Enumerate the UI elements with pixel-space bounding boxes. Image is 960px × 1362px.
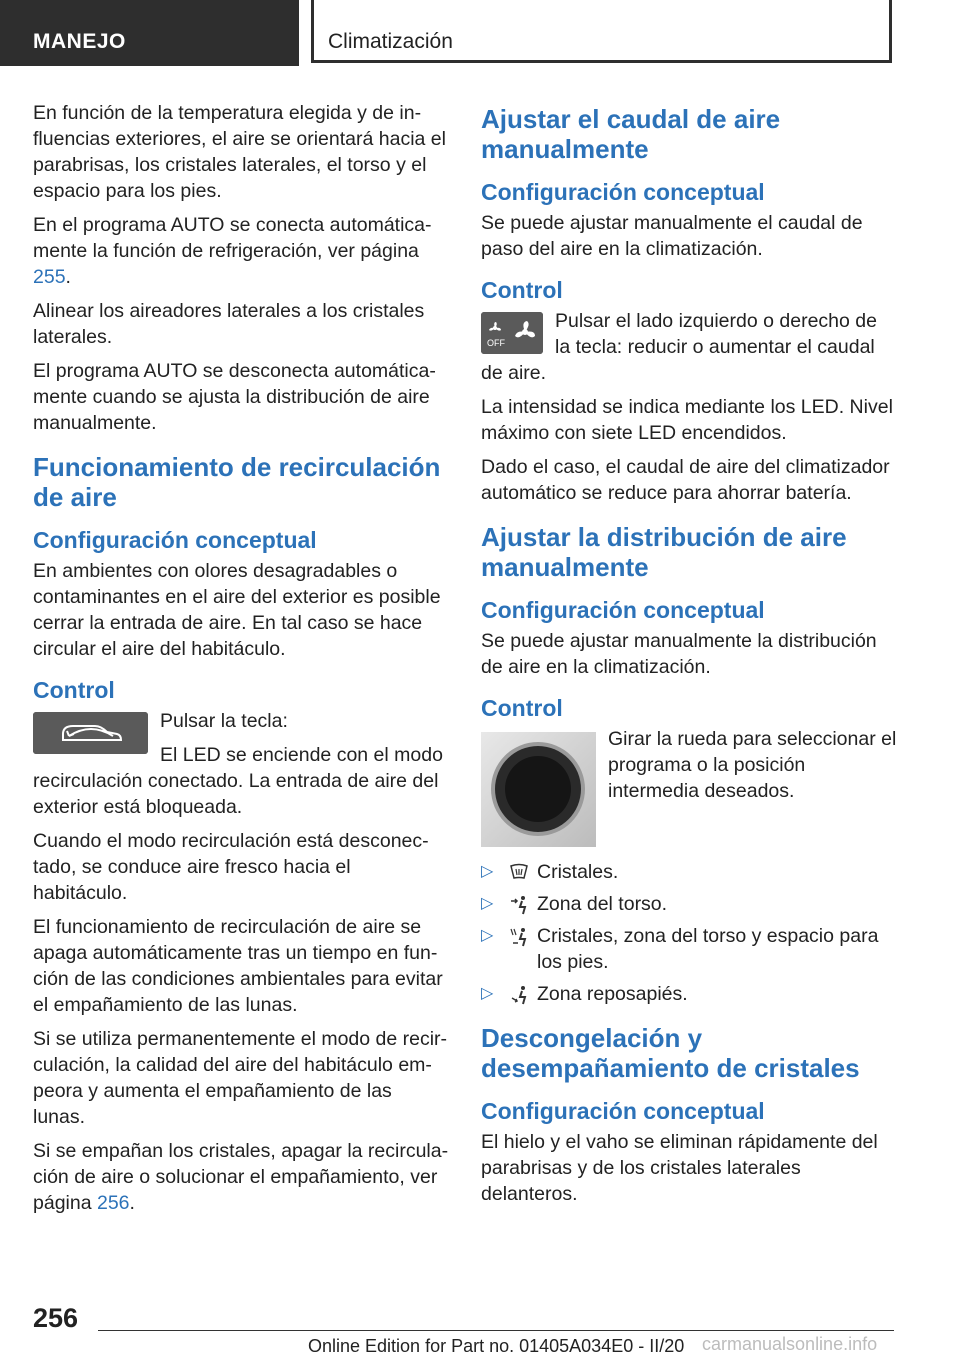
paragraph bbox=[33, 212, 449, 290]
paragraph: El hielo y el vaho se eliminan rápidamente del parabrisas y de los cristales laterales delanteros. bbox=[481, 1131, 878, 1205]
triangle-bullet-icon: ▷ bbox=[481, 863, 494, 880]
torso-airflow-icon bbox=[509, 895, 529, 915]
section-title: MANEJO bbox=[33, 30, 126, 53]
list-item-text: Zona reposapiés. bbox=[537, 983, 688, 1005]
heading-air-flow: Ajustar el caudal de aire manualmente bbox=[481, 104, 781, 164]
paragraph: Pulsar la tecla: bbox=[160, 710, 288, 732]
paragraph: En ambientes con olores desagradables o contaminantes en el aire del exterior es posible cerrar la entrada de aire. En tal caso se hace circular el aire del habitáculo. bbox=[33, 560, 441, 660]
paragraph: La intensidad se indica mediante los LED. Nivel máximo con siete LED encendidos. bbox=[481, 396, 893, 444]
heading-control: Control bbox=[33, 677, 115, 703]
heading-concept: Configuración conceptual bbox=[481, 179, 765, 205]
heading-concept: Configuración conceptual bbox=[481, 1098, 765, 1124]
heading-control: Control bbox=[481, 695, 563, 721]
fan-off-label: OFF bbox=[487, 338, 505, 348]
paragraph: Dado el caso, el caudal de aire del climatizador automático se reduce para ahorrar batería. bbox=[481, 456, 890, 504]
page-link-256[interactable]: 256 bbox=[96, 1192, 130, 1214]
heading-defrost: Descongelación y desempañamiento de cristales bbox=[481, 1023, 860, 1083]
paragraph: En función de la temperatura elegida y de influencias exteriores, el aire se orientará hacia el parabrisas, los cristales laterales, el torso y el espacio para los pies. bbox=[33, 102, 446, 202]
page-number: 256 bbox=[33, 1303, 79, 1333]
paragraph: El programa AUTO se desconecta automáticamente cuando se ajusta la distribución de aire manualmente. bbox=[33, 360, 436, 434]
windshield-torso-feet-icon bbox=[509, 927, 529, 947]
distribution-knob-image bbox=[481, 732, 596, 847]
paragraph-text: . bbox=[65, 266, 71, 288]
triangle-bullet-icon: ▷ bbox=[481, 985, 494, 1002]
paragraph: El LED se enciende con el modo recirculación conectado. La entrada de aire del exterior está bloqueada. bbox=[33, 744, 443, 818]
paragraph: Pulsar el lado izquierdo o derecho de la tecla: reducir o aumentar el caudal de aire. bbox=[481, 310, 877, 384]
windshield-icon bbox=[509, 863, 529, 881]
list-item bbox=[481, 923, 897, 975]
control-block bbox=[33, 708, 449, 828]
chapter-title: Climatización bbox=[328, 30, 453, 53]
heading-recirculation: Funcionamiento de recirculación de aire bbox=[33, 452, 441, 512]
knob-ring bbox=[495, 746, 581, 832]
paragraph bbox=[33, 1138, 449, 1216]
paragraph-text: . bbox=[129, 1192, 135, 1214]
paragraph-text: En el programa AUTO se conecta automáticamente la función de refrigeración, ver página bbox=[33, 214, 432, 262]
section-tab bbox=[0, 0, 299, 66]
paragraph: Se puede ajustar manualmente el caudal de paso del aire en la climatización. bbox=[481, 212, 863, 260]
left-column bbox=[33, 100, 449, 1224]
knob-center bbox=[505, 756, 571, 822]
heading-air-distribution: Ajustar la distribución de aire manualmente bbox=[481, 522, 847, 582]
control-block bbox=[481, 726, 897, 853]
footwell-icon bbox=[509, 985, 529, 1005]
paragraph: Se puede ajustar manualmente la distribución de aire en la climatización. bbox=[481, 630, 877, 678]
list-item bbox=[481, 981, 897, 1007]
paragraph: Cuando el modo recirculación está desconectado, se conduce aire fresco hacia el habitáculo. bbox=[33, 830, 429, 904]
watermark: carmanualsonline.info bbox=[702, 1334, 878, 1354]
paragraph: Girar la rueda para seleccionar el programa o la posición intermedia deseados. bbox=[608, 728, 897, 802]
heading-concept: Configuración conceptual bbox=[481, 597, 765, 623]
heading-concept: Configuración conceptual bbox=[33, 527, 317, 553]
recirculation-button-icon bbox=[33, 712, 148, 754]
heading-control: Control bbox=[481, 277, 563, 303]
list-item-text: Zona del torso. bbox=[537, 893, 668, 915]
paragraph: El funcionamiento de recirculación de aire se apaga automáticamente tras un tiempo en función de las condiciones ambientales para evitar el empañamiento de las lunas. bbox=[33, 916, 443, 1016]
paragraph: Alinear los aireadores laterales a los cristales laterales. bbox=[33, 300, 425, 348]
list-item bbox=[481, 859, 897, 885]
chapter-tab bbox=[311, 0, 892, 63]
list-item-text: Cristales, zona del torso y espacio para los pies. bbox=[537, 925, 879, 973]
triangle-bullet-icon: ▷ bbox=[481, 895, 494, 912]
edition-footer: Online Edition for Part no. 01405A034E0 - II/20 bbox=[308, 1336, 685, 1356]
distribution-list bbox=[481, 859, 897, 1007]
control-block bbox=[481, 308, 897, 394]
list-item-text: Cristales. bbox=[537, 861, 619, 883]
page-link-255[interactable]: 255 bbox=[33, 266, 66, 288]
paragraph-text: Si se empañan los cristales, apagar la recirculación de aire o solucionar el empañamiento, ver página bbox=[33, 1140, 449, 1214]
footer-divider bbox=[98, 1330, 894, 1331]
right-column bbox=[481, 100, 897, 1215]
list-item bbox=[481, 891, 897, 917]
triangle-bullet-icon: ▷ bbox=[481, 927, 494, 944]
paragraph: Si se utiliza permanentemente el modo de recirculación, la calidad del aire del habitáculo empeora y aumenta el empañamiento de las lunas. bbox=[33, 1028, 448, 1128]
fan-button-icon bbox=[481, 312, 543, 354]
